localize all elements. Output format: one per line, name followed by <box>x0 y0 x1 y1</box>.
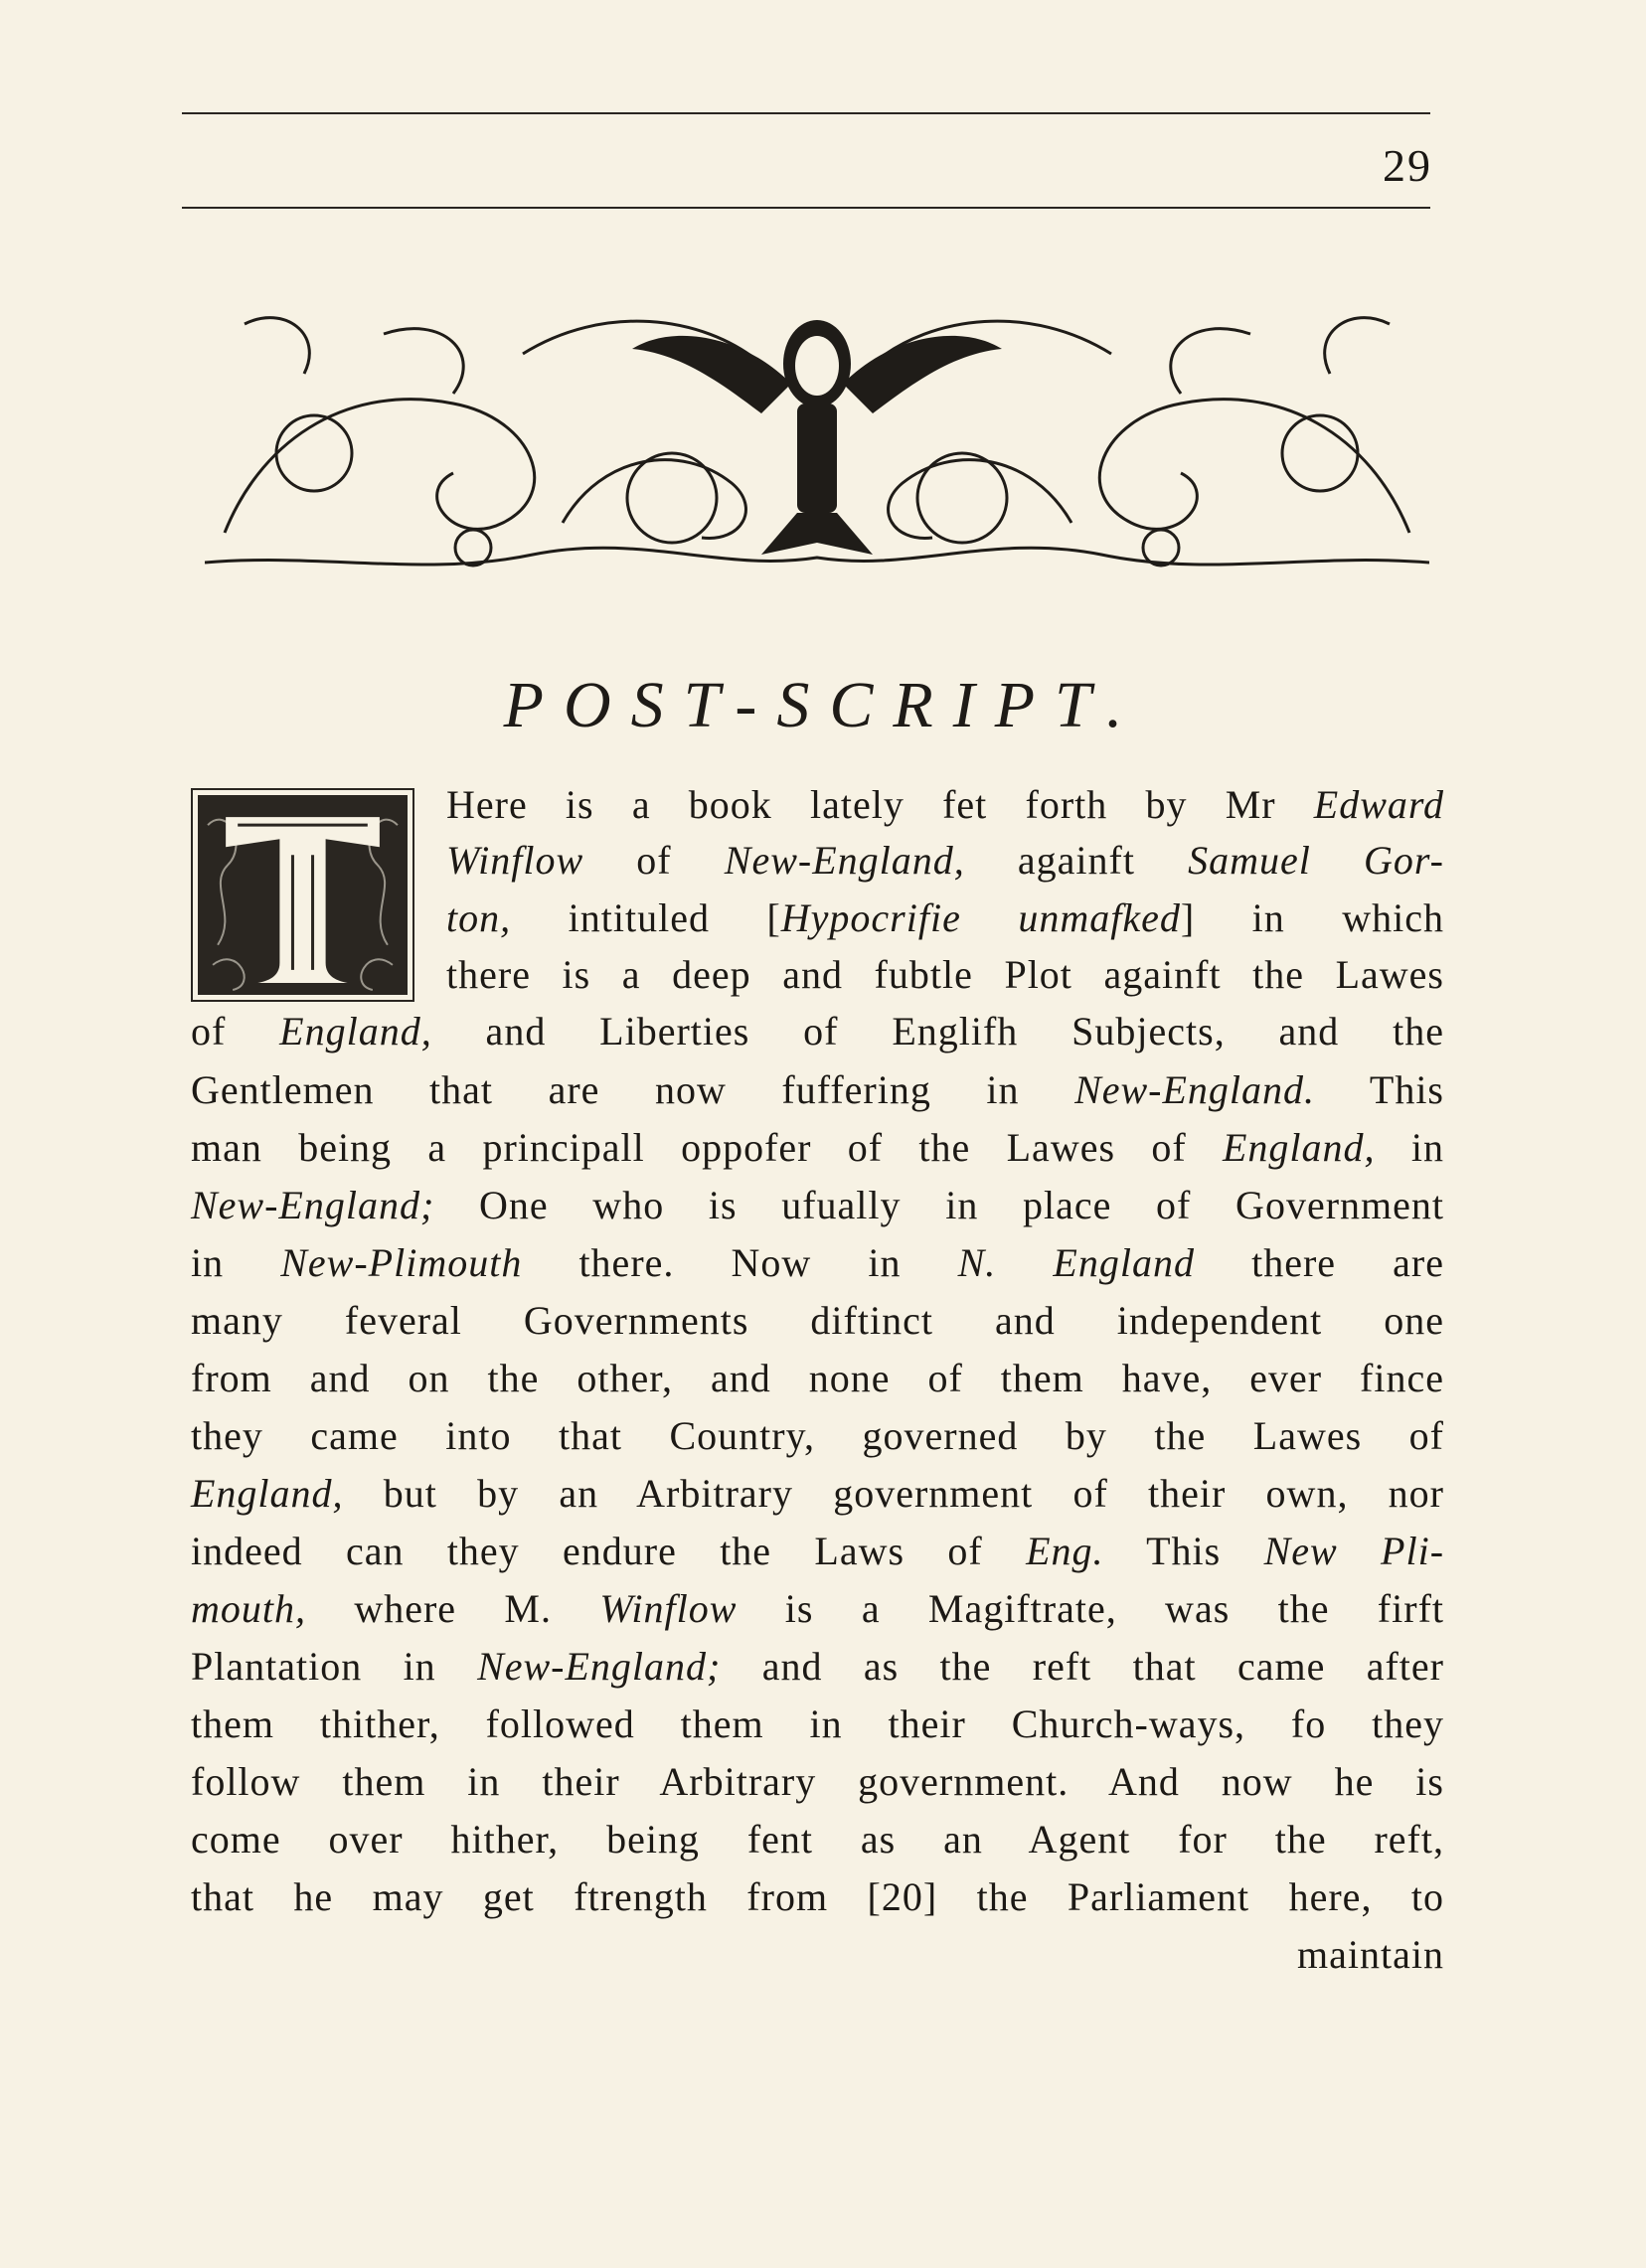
text-line: in New-Plimouth there. Now in N. England there are <box>191 1240 1444 1285</box>
text-line: England, but by an Arbitrary government of their own, nor <box>191 1471 1444 1516</box>
italic-run: Samuel Gor- <box>1188 838 1444 883</box>
italic-run: ton, <box>446 895 512 940</box>
italic-run: England, <box>1223 1125 1376 1170</box>
italic-run: New-England. <box>1074 1067 1316 1112</box>
italic-run: England, <box>191 1471 344 1516</box>
text-line: ton, intituled [Hypocrifie unmafked] in which <box>446 895 1445 940</box>
text-line: them thither, followed them in their Church-ways, fo they <box>191 1701 1444 1746</box>
text-line: from and on the other, and none of them have, ever fince <box>191 1356 1444 1400</box>
header-rule-bottom <box>182 207 1430 209</box>
italic-run: New-Plimouth <box>280 1240 523 1285</box>
italic-run: Hypocrifie unmafked <box>780 895 1181 940</box>
dropcap-initial <box>191 788 414 1002</box>
italic-run: Eng. <box>1026 1529 1104 1573</box>
italic-run: Winflow <box>446 838 584 883</box>
page-number: 29 <box>1383 140 1432 191</box>
italic-run: Edward <box>1313 782 1444 827</box>
text-line: New-England; One who is ufually in place of Government <box>191 1183 1444 1227</box>
text-line: Plantation in New-England; and as the reft that came after <box>191 1644 1444 1689</box>
italic-run: mouth, <box>191 1586 306 1631</box>
italic-run: England, <box>279 1009 432 1053</box>
italic-run: New Pli- <box>1263 1529 1445 1573</box>
header-rule-top <box>182 112 1430 114</box>
text-line: that he may get ftrength from [20] the Parliament here, to <box>191 1874 1444 1919</box>
text-line: many feveral Governments diftinct and independent one <box>191 1298 1444 1343</box>
text-line: man being a principall oppofer of the Lawes of England, in <box>191 1125 1444 1170</box>
italic-run: New-England; <box>477 1644 722 1689</box>
text-line: Winflow of New-England, againft Samuel Gor- <box>446 838 1444 883</box>
text-line: Here is a book lately fet forth by Mr Edward <box>446 782 1444 827</box>
text-line: Gentlemen that are now fuffering in New-England. This <box>191 1067 1444 1112</box>
text-line: mouth, where M. Winflow is a Magiftrate, was the firft <box>191 1586 1444 1631</box>
italic-run: New-England, <box>724 838 965 883</box>
italic-run: Winflow <box>599 1586 738 1631</box>
catchword: maintain <box>1297 1932 1444 1977</box>
text-line: follow them in their Arbitrary government. And now he is <box>191 1759 1444 1804</box>
text-line: indeed can they endure the Laws of Eng. This New Pli- <box>191 1529 1445 1573</box>
ornamental-headpiece-icon <box>205 294 1429 582</box>
italic-run: New-England; <box>191 1183 435 1227</box>
dropcap-letter-t-icon <box>198 795 408 995</box>
italic-run: N. England <box>957 1240 1195 1285</box>
section-title: POST-SCRIPT. <box>503 669 1143 741</box>
text-line: they came into that Country, governed by the Lawes of <box>191 1413 1444 1458</box>
text-line: come over hither, being fent as an Agent for the reft, <box>191 1817 1444 1862</box>
text-line: there is a deep and fubtle Plot againft the Lawes <box>446 952 1444 997</box>
text-line: of England, and Liberties of Englifh Subjects, and the <box>191 1009 1445 1053</box>
